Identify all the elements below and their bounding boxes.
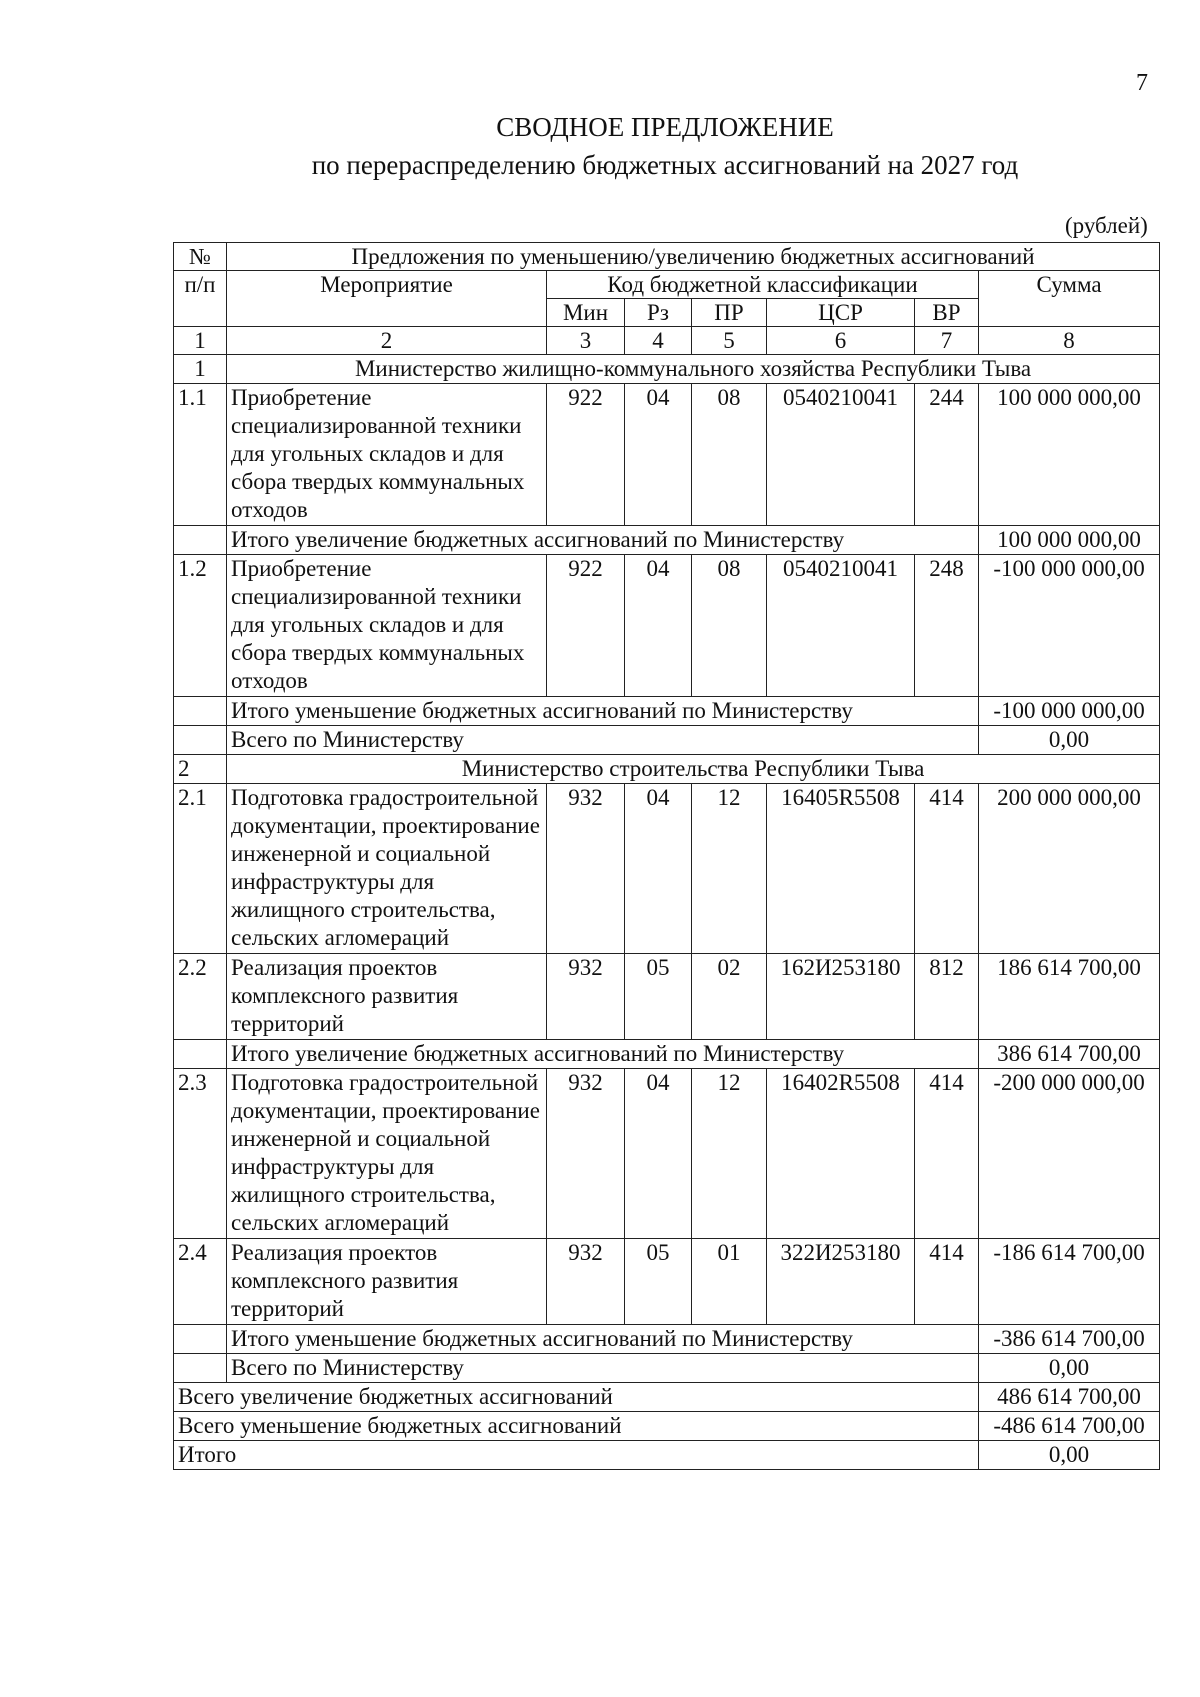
col-number: 8 [979,327,1160,355]
row-event: Приобретение специализированной техники для угольных складов и для сбора твердых коммунальных отходов [227,384,547,526]
ministry-total-sum: 0,00 [979,726,1160,755]
row-pr: 02 [692,954,767,1040]
row-rz: 04 [625,784,692,954]
row-min: 932 [547,954,625,1040]
grand-increase-label: Всего увеличение бюджетных ассигнований [174,1383,979,1412]
ministry-total-row [174,1354,1160,1383]
row-csr: 0540210041 [767,384,915,526]
row-pr: 12 [692,1069,767,1239]
table-row [174,1069,1160,1239]
ministry-total-label: Всего по Министерству [227,726,979,755]
subtotal-increase-sum: 386 614 700,00 [979,1040,1160,1069]
section-number: 2 [174,755,227,784]
row-rz: 05 [625,1239,692,1325]
document-subtitle: по перераспределению бюджетных ассигнований на 2027 год [311,150,1019,180]
row-min: 932 [547,1239,625,1325]
row-vr: 414 [915,784,979,954]
header-pr: ПР [692,299,767,327]
row-vr: 414 [915,1069,979,1239]
budget-table [173,242,1160,1470]
page-number: 7 [1136,70,1148,96]
col-number: 6 [767,327,915,355]
document-title: СВОДНОЕ ПРЕДЛОЖЕНИЕ [496,112,834,142]
header-csr: ЦСР [767,299,915,327]
row-pr: 08 [692,555,767,697]
header-proposals: Предложения по уменьшению/увеличению бюджетных ассигнований [227,243,1160,271]
row-vr: 414 [915,1239,979,1325]
empty-cell [174,526,227,555]
subtotal-decrease-sum: -100 000 000,00 [979,697,1160,726]
row-number: 2.2 [174,954,227,1040]
empty-cell [174,1325,227,1354]
row-event: Приобретение специализированной техники для угольных складов и для сбора твердых коммунальных отходов [227,555,547,697]
row-min: 932 [547,784,625,954]
subtotal-increase-row [174,1040,1160,1069]
col-number: 7 [915,327,979,355]
subtotal-decrease-sum: -386 614 700,00 [979,1325,1160,1354]
section-header-row [174,355,1160,384]
row-min: 922 [547,555,625,697]
row-sum: -200 000 000,00 [979,1069,1160,1239]
row-rz: 04 [625,1069,692,1239]
col-number: 3 [547,327,625,355]
grand-decrease-sum: -486 614 700,00 [979,1412,1160,1441]
row-number: 2.3 [174,1069,227,1239]
row-event: Реализация проектов комплексного развития территорий [227,954,547,1040]
row-sum: 200 000 000,00 [979,784,1160,954]
subtotal-decrease-label: Итого уменьшение бюджетных ассигнований по Министерству [227,697,979,726]
grand-total-sum: 0,00 [979,1441,1160,1470]
subtotal-decrease-row [174,1325,1160,1354]
header-rz: Рз [625,299,692,327]
row-vr: 244 [915,384,979,526]
row-pr: 08 [692,384,767,526]
header-row-2 [174,271,1160,299]
row-vr: 812 [915,954,979,1040]
empty-cell [174,697,227,726]
table-row [174,384,1160,526]
row-csr: 16402R5508 [767,1069,915,1239]
grand-total-label: Итого [174,1441,979,1470]
row-number: 1.2 [174,555,227,697]
subtotal-increase-label: Итого увеличение бюджетных ассигнований по Министерству [227,526,979,555]
col-number: 4 [625,327,692,355]
units-label: (рублей) [1065,213,1148,238]
section-header-row [174,755,1160,784]
subtotal-increase-sum: 100 000 000,00 [979,526,1160,555]
table-row [174,784,1160,954]
table-row [174,1239,1160,1325]
row-event: Реализация проектов комплексного развития территорий [227,1239,547,1325]
column-number-row [174,327,1160,355]
row-min: 922 [547,384,625,526]
row-event: Подготовка градостроительной документации, проектирование инженерной и социальной инфраструктуры для жилищного строительства, сельских агломераций [227,784,547,954]
row-rz: 04 [625,384,692,526]
header-event: Мероприятие [227,271,547,327]
row-rz: 04 [625,555,692,697]
header-row-1 [174,243,1160,271]
ministry-total-label: Всего по Министерству [227,1354,979,1383]
row-pr: 12 [692,784,767,954]
section-title: Министерство строительства Республики Тыва [227,755,1160,784]
row-min: 932 [547,1069,625,1239]
row-sum: 100 000 000,00 [979,384,1160,526]
row-number: 2.1 [174,784,227,954]
ministry-total-sum: 0,00 [979,1354,1160,1383]
row-csr: 0540210041 [767,555,915,697]
subtotal-increase-label: Итого увеличение бюджетных ассигнований по Министерству [227,1040,979,1069]
row-csr: 162И253180 [767,954,915,1040]
col-number: 1 [174,327,227,355]
header-classification: Код бюджетной классификации [547,271,979,299]
header-num: № [174,243,227,271]
section-title: Министерство жилищно-коммунального хозяйства Республики Тыва [227,355,1160,384]
header-num-pp: п/п [174,271,227,327]
row-pr: 01 [692,1239,767,1325]
empty-cell [174,1354,227,1383]
row-sum: -186 614 700,00 [979,1239,1160,1325]
grand-increase-sum: 486 614 700,00 [979,1383,1160,1412]
row-vr: 248 [915,555,979,697]
row-csr: 16405R5508 [767,784,915,954]
row-number: 2.4 [174,1239,227,1325]
table-row [174,555,1160,697]
section-number: 1 [174,355,227,384]
subtotal-increase-row [174,526,1160,555]
row-csr: 322И253180 [767,1239,915,1325]
grand-decrease-row [174,1412,1160,1441]
empty-cell [174,726,227,755]
row-number: 1.1 [174,384,227,526]
grand-increase-row [174,1383,1160,1412]
empty-cell [174,1040,227,1069]
header-sum: Сумма [979,271,1160,327]
subtotal-decrease-row [174,697,1160,726]
header-vr: ВР [915,299,979,327]
col-number: 2 [227,327,547,355]
grand-decrease-label: Всего уменьшение бюджетных ассигнований [174,1412,979,1441]
row-event: Подготовка градостроительной документации, проектирование инженерной и социальной инфраструктуры для жилищного строительства, сельских агломераций [227,1069,547,1239]
grand-total-row [174,1441,1160,1470]
col-number: 5 [692,327,767,355]
table-row [174,954,1160,1040]
subtotal-decrease-label: Итого уменьшение бюджетных ассигнований по Министерству [227,1325,979,1354]
header-min: Мин [547,299,625,327]
ministry-total-row [174,726,1160,755]
row-sum: 186 614 700,00 [979,954,1160,1040]
row-sum: -100 000 000,00 [979,555,1160,697]
row-rz: 05 [625,954,692,1040]
